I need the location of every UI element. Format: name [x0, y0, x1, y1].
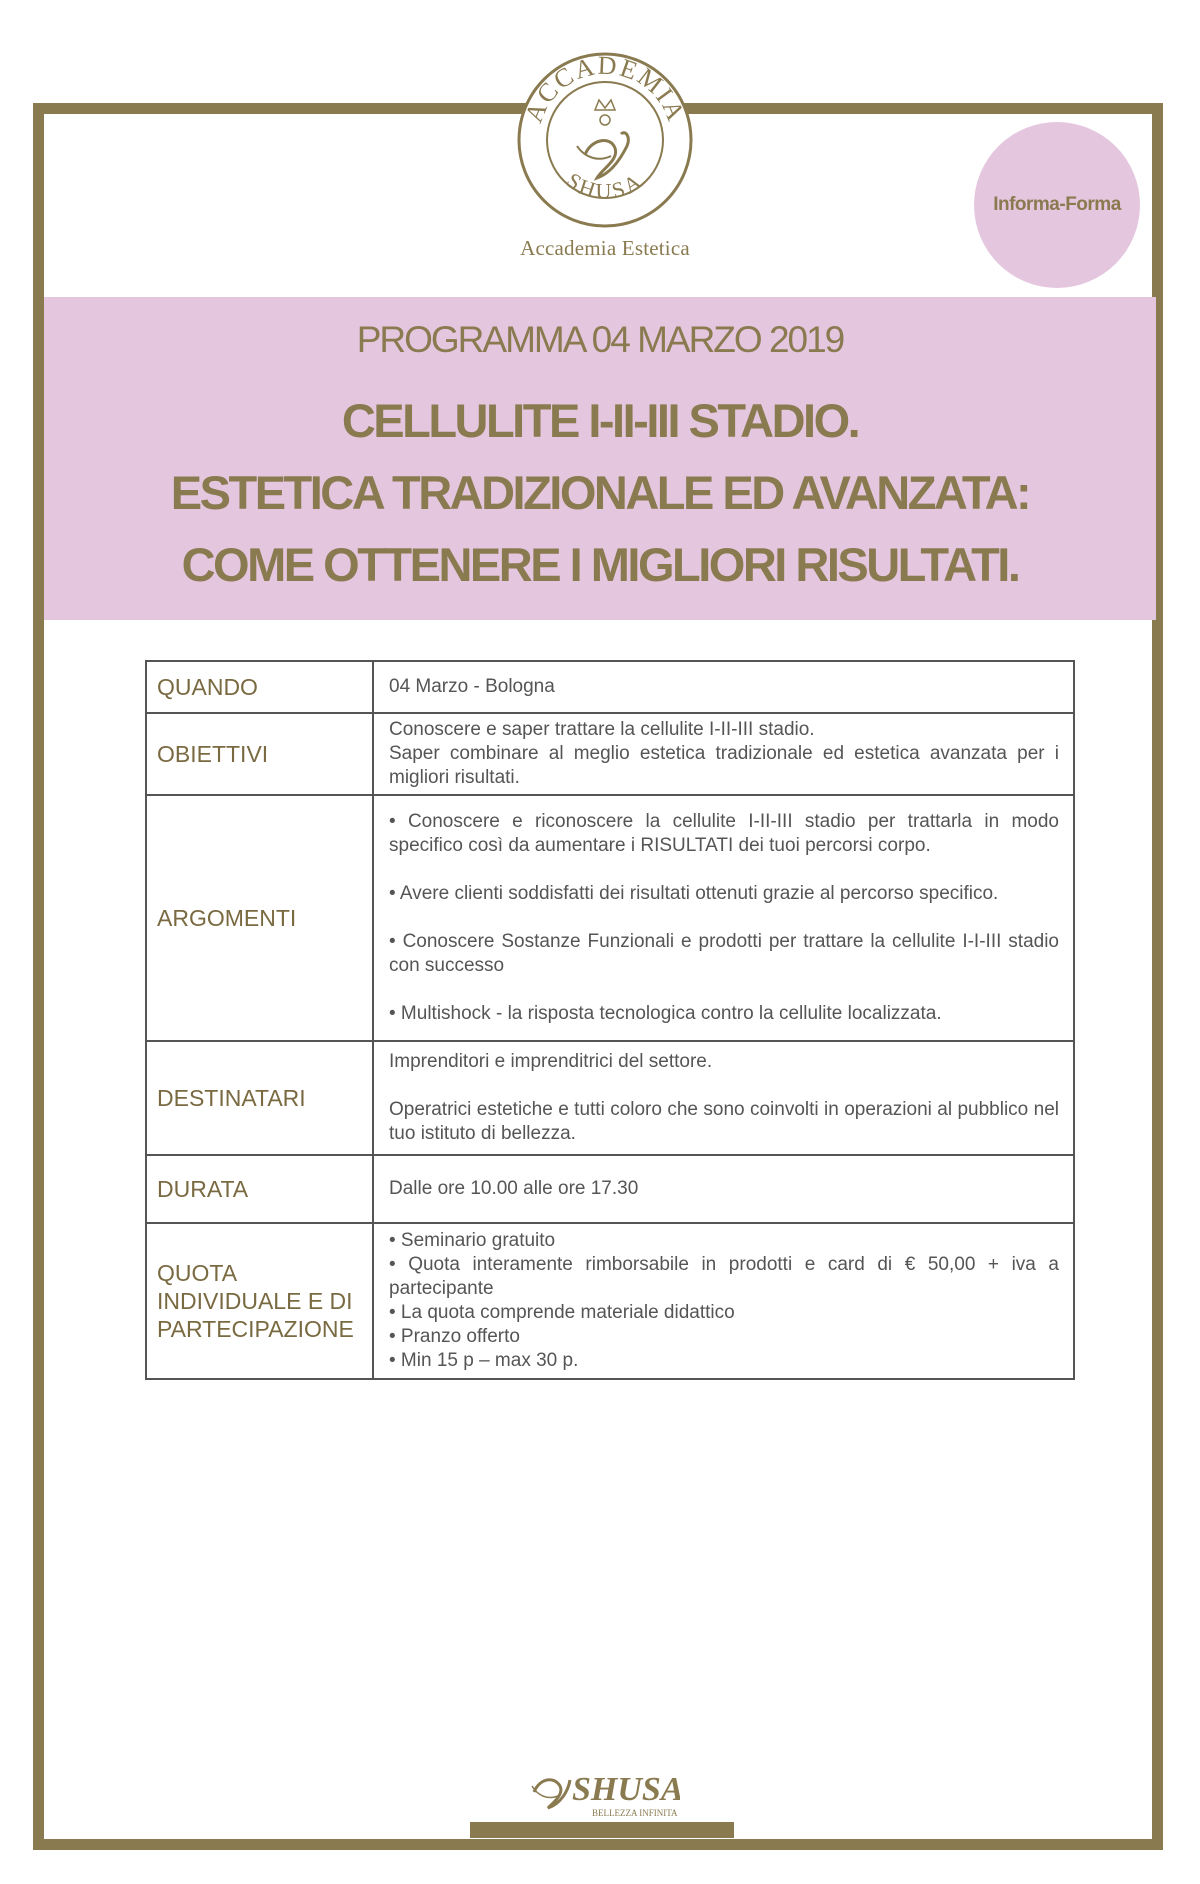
- row-label: ARGOMENTI: [146, 795, 373, 1041]
- row-content: [373, 661, 1074, 713]
- program-date: PROGRAMMA 04 MARZO 2019: [356, 319, 844, 360]
- row-content: [373, 1223, 1074, 1379]
- row-content: [373, 713, 1074, 795]
- logo-arc-top: ACCADEMIA: [518, 50, 692, 127]
- content-line: Imprenditori e imprenditrici del settore.: [389, 1051, 713, 1072]
- content-line: 04 Marzo - Bologna: [389, 676, 555, 697]
- table-row-destinatari: [146, 1041, 1074, 1155]
- table-row-quando: [146, 661, 1074, 713]
- row-label: QUOTA INDIVIDUALE E DI PARTECIPAZIONE: [146, 1223, 373, 1379]
- content-line: Operatrici estetiche e tutti coloro che sono coinvolti in operazioni al pubblico nel tuo istituto di bellezza.: [389, 1099, 1059, 1144]
- row-content: [373, 1041, 1074, 1155]
- content-line: Dalle ore 10.00 alle ore 17.30: [389, 1178, 639, 1199]
- row-content: [373, 1155, 1074, 1223]
- content-line: • Quota interamente rimborsabile in prodotti e card di € 50,00 + iva a partecipante: [389, 1254, 1059, 1299]
- shusa-wordmark-icon: [530, 1752, 680, 1822]
- row-label: DESTINATARI: [146, 1041, 373, 1155]
- content-line: Conoscere e saper trattare la cellulite I-II-III stadio.: [389, 719, 815, 740]
- informa-forma-badge: [974, 122, 1140, 288]
- footer-tagline: BELLEZZA INFINITA: [592, 1808, 678, 1818]
- content-line: • Seminario gratuito: [389, 1230, 556, 1251]
- accademia-shusa-logo: [510, 50, 700, 290]
- footer-wordmark: SHUSA: [572, 1771, 680, 1808]
- title-line: ESTETICA TRADIZIONALE ED AVANZATA:: [170, 466, 1030, 519]
- footer-bar: [470, 1822, 734, 1838]
- table-row-quota: [146, 1223, 1074, 1379]
- content-line: • Conoscere Sostanze Funzionali e prodotti per trattare la cellulite I-I-III stadio con successo: [389, 931, 1059, 976]
- page-title: [44, 385, 1156, 601]
- content-line: • Min 15 p – max 30 p.: [389, 1350, 579, 1371]
- content-line: • La quota comprende materiale didattico: [389, 1302, 735, 1323]
- row-label: QUANDO: [146, 661, 373, 713]
- content-line: Saper combinare al meglio estetica tradizionale ed estetica avanzata per i migliori risultati.: [389, 743, 1059, 788]
- title-banner: [44, 297, 1156, 620]
- table-row-obiettivi: [146, 713, 1074, 795]
- row-content: [373, 795, 1074, 1041]
- content-line: • Multishock - la risposta tecnologica contro la cellulite localizzata.: [389, 1003, 942, 1024]
- row-label: OBIETTIVI: [146, 713, 373, 795]
- table-row-argomenti: [146, 795, 1074, 1041]
- title-line: COME OTTENERE I MIGLIORI RISULTATI.: [181, 538, 1019, 591]
- badge-label: Informa-Forma: [993, 194, 1121, 215]
- row-label: DURATA: [146, 1155, 373, 1223]
- table-row-durata: [146, 1155, 1074, 1223]
- logo-arc-bottom: SHUSA: [562, 167, 649, 204]
- footer-logo: [530, 1752, 680, 1822]
- title-line: CELLULITE I-II-III STADIO.: [341, 394, 859, 447]
- content-line: • Avere clienti soddisfatti dei risultati ottenuti grazie al percorso specifico.: [389, 883, 999, 904]
- logo-caption: Accademia Estetica: [520, 236, 690, 260]
- program-table: [145, 660, 1075, 1380]
- logo-seal-icon: [515, 50, 695, 230]
- content-line: • Conoscere e riconoscere la cellulite I-II-III stadio per trattarla in modo specifico così da aumentare i RISULTATI dei tuoi percorsi corpo.: [389, 811, 1059, 856]
- content-line: • Pranzo offerto: [389, 1326, 520, 1347]
